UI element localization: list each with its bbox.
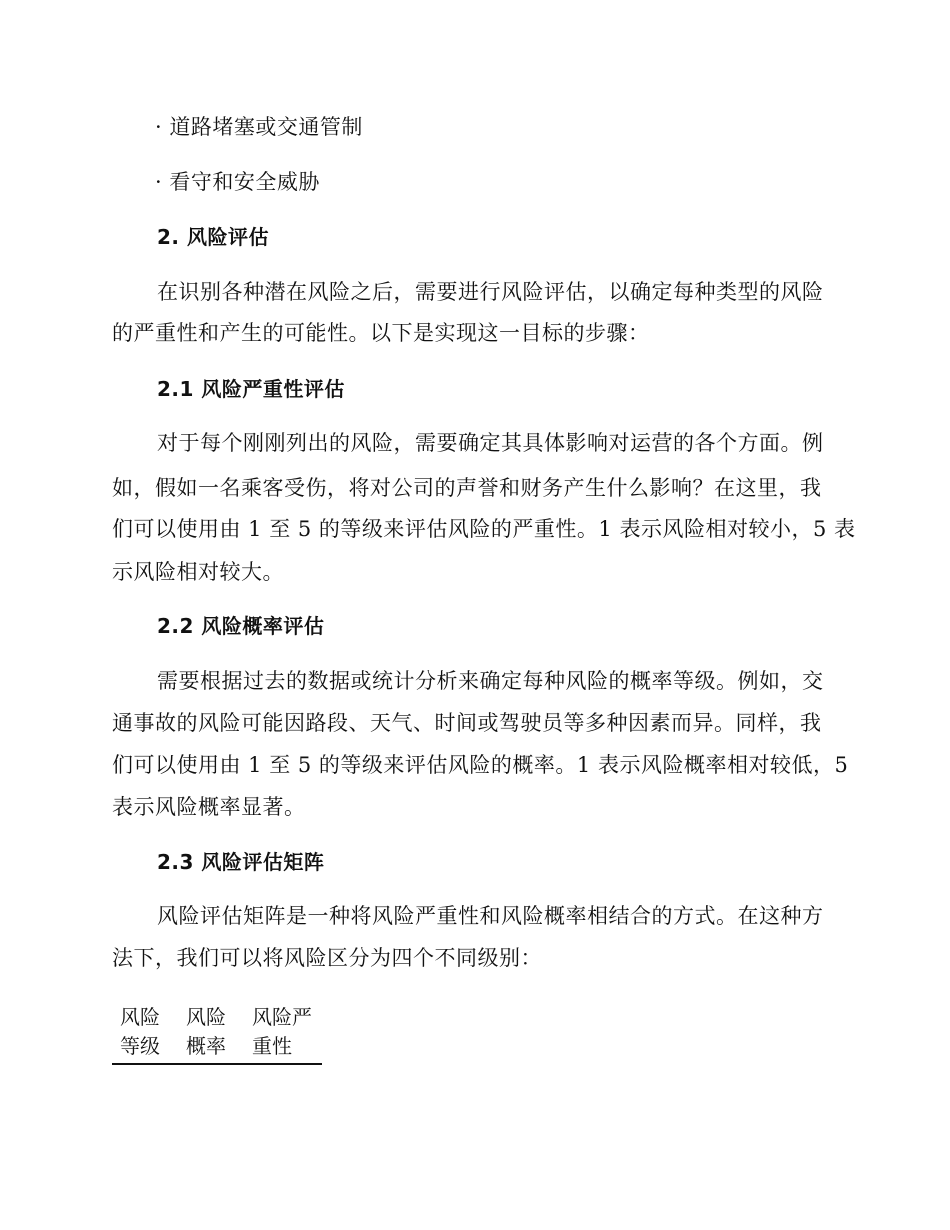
paragraph-line: 通事故的风险可能因路段、天气、时间或驾驶员等多种因素而异。同样，我 — [112, 711, 822, 735]
paragraph-line: 表示风险概率显著。 — [112, 795, 306, 819]
paragraph-line: 法下，我们可以将风险区分为四个不同级别： — [112, 946, 542, 970]
paragraph-line: 需要根据过去的数据或统计分析来确定每种风险的概率等级。例如，交 — [157, 669, 824, 693]
bullet-item: · 道路堵塞或交通管制 — [155, 115, 363, 139]
section-heading: 2. 风险评估 — [157, 225, 269, 249]
section-heading: 2.3 风险评估矩阵 — [157, 850, 325, 874]
paragraph-line: 在识别各种潜在风险之后，需要进行风险评估，以确定每种类型的风险 — [157, 280, 824, 304]
paragraph-line: 们可以使用由 1 至 5 的等级来评估风险的概率。1 表示风险概率相对较低，5 — [112, 753, 849, 777]
paragraph-line: 如，假如一名乘客受伤，将对公司的声誉和财务产生什么影响？在这里，我 — [112, 476, 822, 500]
column-header-risk-level: 风险等级 — [112, 1003, 178, 1064]
column-header-risk-severity: 风险严重性 — [244, 1003, 322, 1064]
paragraph-line: 风险评估矩阵是一种将风险严重性和风险概率相结合的方式。在这种方 — [157, 904, 824, 928]
paragraph-line: 的严重性和产生的可能性。以下是实现这一目标的步骤： — [112, 321, 650, 345]
table-header-row — [112, 1003, 322, 1064]
risk-matrix-table — [112, 1003, 322, 1065]
paragraph-line: 们可以使用由 1 至 5 的等级来评估风险的严重性。1 表示风险相对较小，5 表 — [112, 517, 856, 541]
paragraph-line: 对于每个刚刚列出的风险，需要确定其具体影响对运营的各个方面。例 — [157, 431, 824, 455]
section-heading: 2.2 风险概率评估 — [157, 614, 325, 638]
bullet-item: · 看守和安全威胁 — [155, 170, 320, 194]
paragraph-line: 示风险相对较大。 — [112, 560, 284, 584]
column-header-risk-probability: 风险概率 — [178, 1003, 244, 1064]
section-heading: 2.1 风险严重性评估 — [157, 377, 345, 401]
